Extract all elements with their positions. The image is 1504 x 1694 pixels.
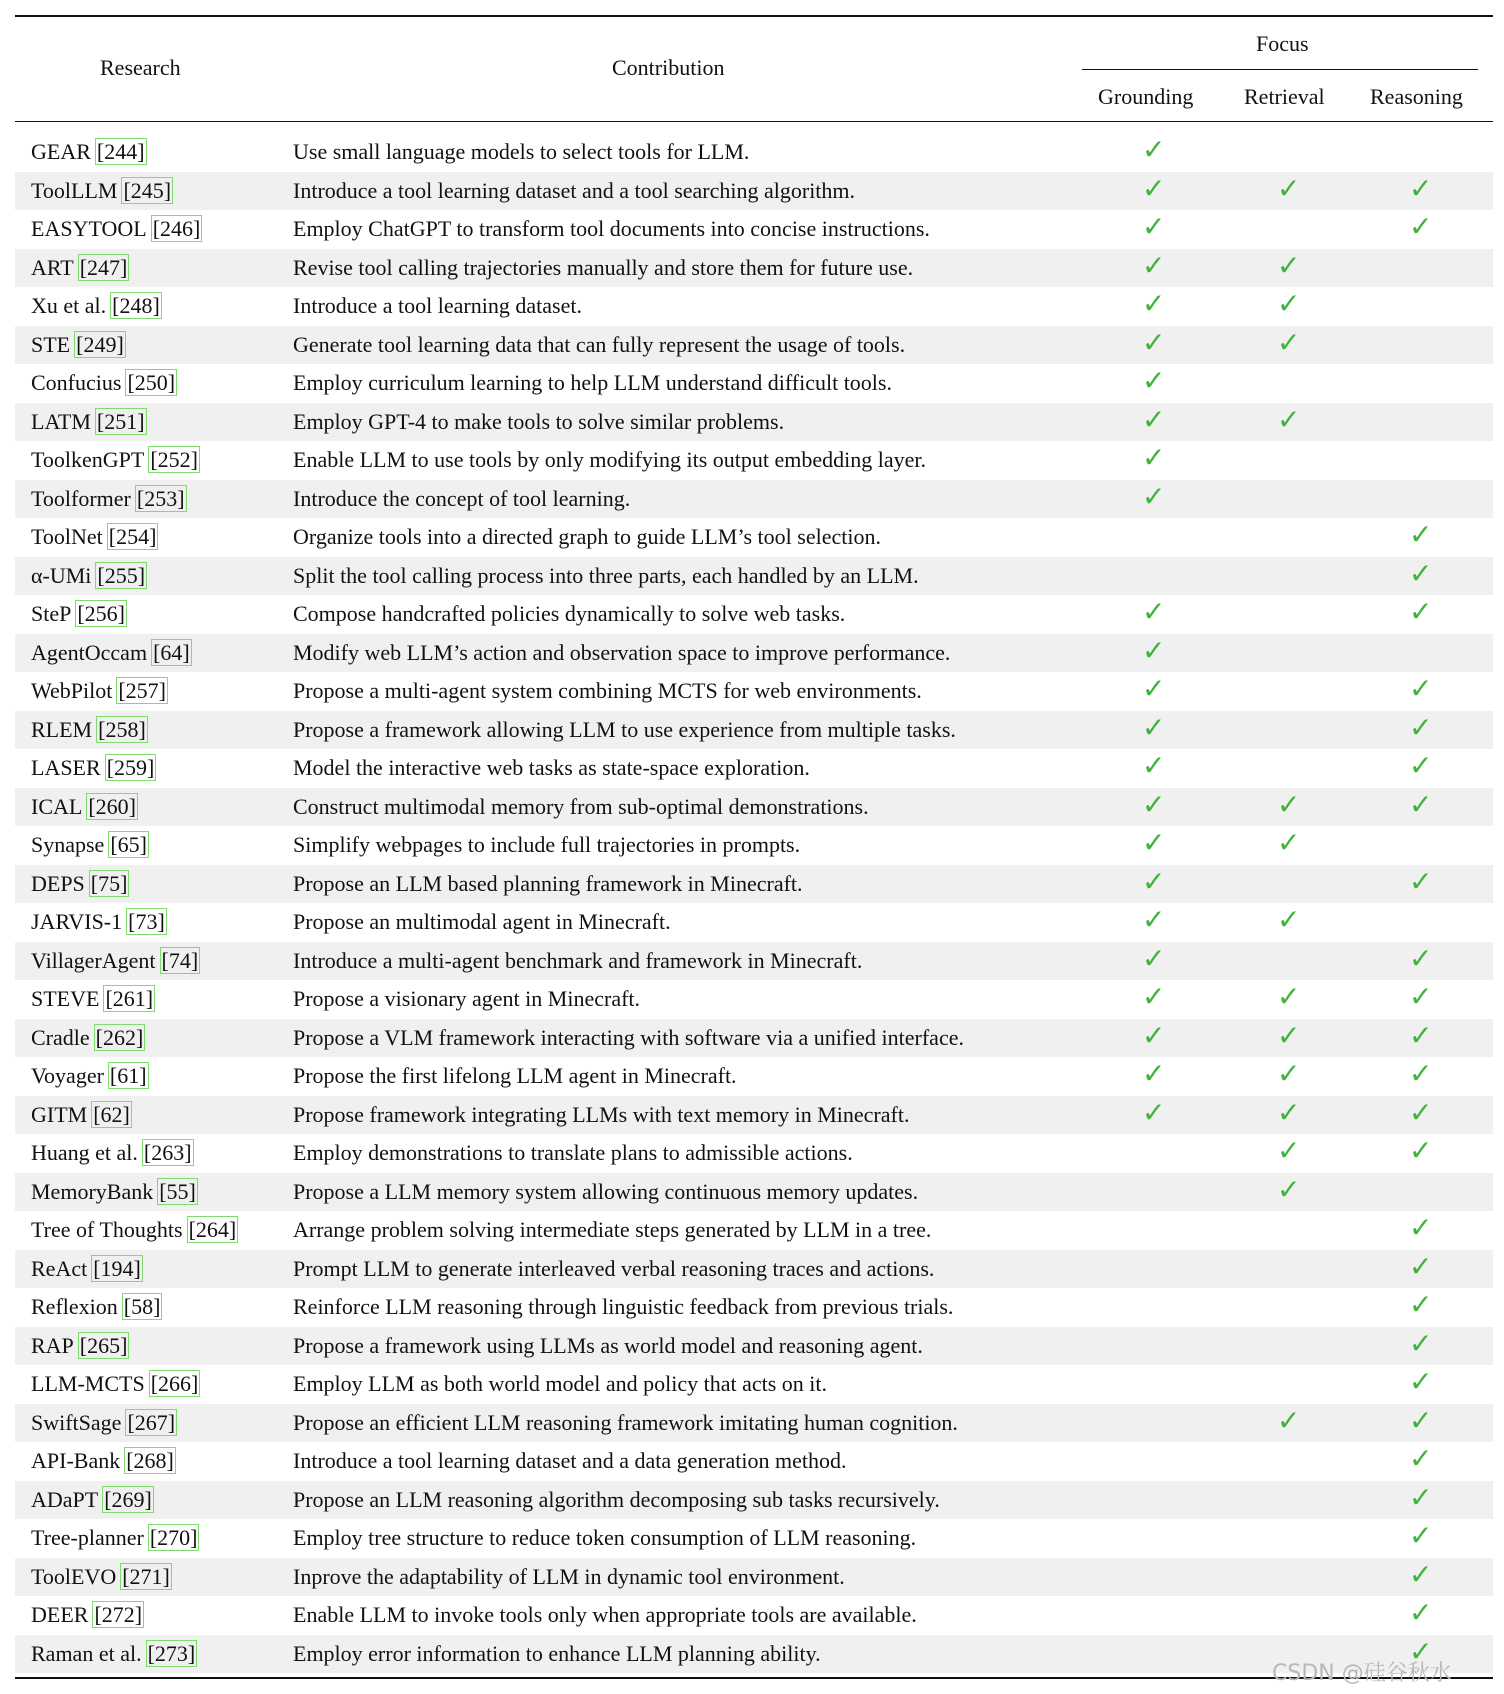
reasoning-check-icon: ✓ [1409, 864, 1433, 898]
retrieval-check-icon: ✓ [1277, 1172, 1301, 1206]
header-focus: Focus [1256, 31, 1309, 56]
research-name-text: Voyager [31, 1063, 104, 1088]
table-row [15, 595, 1493, 634]
research-name [31, 870, 129, 898]
header-reasoning: Reasoning [1370, 84, 1463, 109]
reasoning-check-icon: ✓ [1409, 1018, 1433, 1052]
table-row [15, 1519, 1493, 1558]
citation-link[interactable]: [55] [159, 1178, 196, 1204]
research-name-text: SteP [31, 601, 72, 626]
reasoning-check-icon: ✓ [1409, 210, 1433, 243]
retrieval-check-icon: ✓ [1277, 248, 1301, 282]
table-row [15, 1250, 1493, 1289]
citation-link[interactable]: [264] [188, 1217, 237, 1242]
table-row [15, 1404, 1493, 1443]
research-name [31, 369, 177, 397]
contribution-text: Prompt LLM to generate interleaved verbal reasoning traces and actions. [293, 1255, 935, 1281]
grounding-check-icon: ✓ [1142, 633, 1166, 667]
citation-link[interactable]: [75] [90, 870, 128, 896]
citation-link[interactable]: [248] [112, 293, 160, 318]
research-name-text: WebPilot [31, 678, 113, 703]
research-name [31, 254, 129, 282]
grounding-check-icon: ✓ [1142, 171, 1166, 205]
research-name-text: Synapse [31, 832, 105, 857]
research-name [31, 1024, 145, 1052]
retrieval-check-icon: ✓ [1277, 826, 1301, 859]
grounding-check-icon: ✓ [1142, 864, 1166, 898]
grounding-check-icon: ✓ [1142, 787, 1166, 821]
watermark: CSDN @硅谷秋水 [1272, 1661, 1452, 1686]
contribution-text: Revise tool calling trajectories manually and store them for future use. [293, 254, 914, 280]
contribution-text: Propose an LLM based planning framework in Minecraft. [293, 870, 803, 896]
citation-link[interactable]: [259] [106, 755, 155, 780]
contribution-text: Propose an multimodal agent in Minecraft. [293, 909, 671, 934]
table-row [15, 1481, 1493, 1520]
reasoning-check-icon: ✓ [1409, 518, 1433, 551]
contribution-text: Propose an efficient LLM reasoning framework imitating human cognition. [293, 1409, 958, 1435]
research-name [31, 331, 126, 359]
research-name-text: DEPS [31, 870, 85, 896]
retrieval-check-icon: ✓ [1277, 1057, 1301, 1090]
research-name-text: STE [31, 331, 71, 357]
header-research: Research [100, 55, 181, 80]
citation-link[interactable]: [194] [93, 1255, 141, 1281]
research-name [31, 562, 147, 590]
citation-link[interactable]: [269] [104, 1486, 152, 1512]
retrieval-check-icon: ✓ [1277, 171, 1301, 205]
retrieval-check-icon: ✓ [1277, 1018, 1301, 1052]
table-row [15, 133, 1493, 172]
research-name [31, 138, 147, 166]
table-row [15, 1096, 1493, 1135]
research-name-text: Confucius [31, 370, 122, 395]
grounding-check-icon: ✓ [1142, 287, 1166, 320]
citation-link[interactable]: [256] [77, 601, 126, 626]
research-name-text: GEAR [31, 139, 91, 164]
reasoning-check-icon: ✓ [1409, 941, 1433, 975]
reasoning-check-icon: ✓ [1409, 749, 1433, 782]
research-name [31, 985, 155, 1013]
research-name-text: ReAct [31, 1255, 88, 1281]
table-row [15, 480, 1493, 519]
citation-link[interactable]: [255] [97, 562, 146, 588]
research-name [31, 600, 127, 628]
research-name [31, 1409, 177, 1437]
contribution-text: Employ tree structure to reduce token consumption of LLM reasoning. [293, 1525, 917, 1550]
contribution-text: Introduce a tool learning dataset and a data generation method. [293, 1448, 847, 1473]
contribution-text: Employ demonstrations to translate plans to admissible actions. [293, 1140, 853, 1165]
research-name-text: SwiftSage [31, 1409, 122, 1435]
contribution-text: Enable LLM to invoke tools only when appropriate tools are available. [293, 1602, 917, 1627]
research-name [31, 523, 158, 551]
citation-link[interactable]: [244] [96, 139, 145, 164]
contribution-text: Propose a visionary agent in Minecraft. [293, 986, 641, 1011]
reasoning-check-icon: ✓ [1409, 1057, 1433, 1090]
research-name-text: Tree-planner [31, 1525, 144, 1550]
research-name-text: RAP [31, 1332, 74, 1358]
research-name [31, 1640, 197, 1668]
citation-link[interactable]: [64] [153, 639, 190, 665]
research-name-text: Huang et al. [31, 1140, 138, 1165]
retrieval-check-icon: ✓ [1277, 980, 1301, 1013]
grounding-check-icon: ✓ [1142, 325, 1166, 359]
research-name-text: Raman et al. [31, 1640, 142, 1666]
grounding-check-icon: ✓ [1142, 210, 1166, 243]
reasoning-check-icon: ✓ [1409, 595, 1433, 628]
header-contribution: Contribution [612, 55, 725, 80]
research-name-text: GITM [31, 1101, 88, 1127]
research-name [31, 1524, 199, 1552]
table-row [15, 403, 1493, 442]
grounding-check-icon: ✓ [1142, 1018, 1166, 1052]
citation-link[interactable]: [246] [152, 216, 201, 241]
citation-link[interactable]: [251] [96, 408, 145, 434]
grounding-check-icon: ✓ [1142, 248, 1166, 282]
contribution-text: Introduce a tool learning dataset. [293, 293, 582, 318]
research-name-text: ART [31, 254, 74, 280]
citation-link[interactable]: [257] [118, 678, 166, 703]
table-row [15, 441, 1493, 480]
research-name-text: ToolLLM [31, 177, 118, 203]
research-name-text: Tree of Thoughts [31, 1217, 183, 1242]
research-name [31, 793, 138, 821]
contribution-text: Employ curriculum learning to help LLM understand difficult tools. [293, 370, 892, 395]
table-row [15, 1134, 1493, 1173]
research-name [31, 754, 156, 782]
contribution-text: Construct multimodal memory from sub-optimal demonstrations. [293, 793, 869, 819]
research-name-text: LLM-MCTS [31, 1371, 145, 1396]
grounding-check-icon: ✓ [1142, 402, 1166, 436]
table-row [15, 788, 1493, 827]
grounding-check-icon: ✓ [1142, 595, 1166, 628]
reasoning-check-icon: ✓ [1409, 1211, 1433, 1244]
contribution-text: Propose the first lifelong LLM agent in Minecraft. [293, 1063, 737, 1088]
research-name [31, 831, 149, 859]
citation-link[interactable]: [58] [123, 1294, 161, 1319]
research-name-text: α-UMi [31, 562, 92, 588]
contribution-text: Introduce a multi-agent benchmark and framework in Minecraft. [293, 947, 863, 973]
research-name-text: Cradle [31, 1024, 90, 1050]
research-name-text: Xu et al. [31, 293, 107, 318]
contribution-text: Introduce the concept of tool learning. [293, 485, 631, 511]
research-name [31, 947, 200, 975]
research-name-text: ToolEVO [31, 1563, 117, 1589]
contribution-text: Employ error information to enhance LLM planning ability. [293, 1640, 821, 1666]
research-name [31, 1332, 129, 1360]
table-row [15, 980, 1493, 1019]
table-row [15, 634, 1493, 673]
table-row [15, 1327, 1493, 1366]
research-name [31, 1255, 143, 1283]
grounding-check-icon: ✓ [1142, 749, 1166, 782]
table-row [15, 518, 1493, 557]
contribution-text: Employ LLM as both world model and policy that acts on it. [293, 1371, 828, 1396]
retrieval-check-icon: ✓ [1277, 1403, 1301, 1437]
citation-link[interactable]: [249] [76, 331, 124, 357]
research-name-text: MemoryBank [31, 1178, 154, 1204]
reasoning-check-icon: ✓ [1409, 1365, 1433, 1398]
reasoning-check-icon: ✓ [1409, 1480, 1433, 1514]
reasoning-check-icon: ✓ [1409, 1634, 1433, 1668]
reasoning-check-icon: ✓ [1409, 1288, 1433, 1321]
reasoning-check-icon: ✓ [1409, 1326, 1433, 1360]
header-bottom-rule [15, 121, 1493, 122]
retrieval-check-icon: ✓ [1277, 1134, 1301, 1167]
research-name [31, 1178, 198, 1206]
table-body [15, 133, 1493, 1673]
contribution-text: Split the tool calling process into three parts, each handled by an LLM. [293, 562, 919, 588]
contribution-text: Compose handcrafted policies dynamically to solve web tasks. [293, 601, 846, 626]
citation-link[interactable]: [261] [105, 986, 154, 1011]
header-grounding: Grounding [1098, 84, 1194, 109]
retrieval-check-icon: ✓ [1277, 402, 1301, 436]
citation-link[interactable]: [271] [122, 1563, 170, 1589]
retrieval-check-icon: ✓ [1277, 787, 1301, 821]
contribution-text: Propose a VLM framework interacting with software via a unified interface. [293, 1024, 964, 1050]
contribution-text: Introduce a tool learning dataset and a tool searching algorithm. [293, 177, 856, 203]
contribution-text: Arrange problem solving intermediate steps generated by LLM in a tree. [293, 1217, 932, 1242]
grounding-check-icon: ✓ [1142, 826, 1166, 859]
table-row [15, 1442, 1493, 1481]
grounding-check-icon: ✓ [1142, 479, 1166, 513]
research-name [31, 1101, 132, 1129]
research-name [31, 677, 168, 705]
table-row [15, 903, 1493, 942]
reasoning-check-icon: ✓ [1409, 1596, 1433, 1629]
table-row [15, 1288, 1493, 1327]
retrieval-check-icon: ✓ [1277, 287, 1301, 320]
research-name [31, 716, 148, 744]
contribution-text: Reinforce LLM reasoning through linguistic feedback from previous trials. [293, 1294, 954, 1319]
research-name-text: VillagerAgent [31, 947, 156, 973]
research-name [31, 1293, 162, 1321]
reasoning-check-icon: ✓ [1409, 171, 1433, 205]
research-name-text: ADaPT [31, 1486, 99, 1512]
citation-link[interactable]: [262] [95, 1024, 144, 1050]
citation-link[interactable]: [253] [136, 485, 185, 511]
table-top-rule [15, 15, 1493, 17]
citation-link[interactable]: [254] [108, 524, 157, 549]
research-name [31, 292, 162, 320]
reasoning-check-icon: ✓ [1409, 672, 1433, 705]
contribution-text: Employ ChatGPT to transform tool documents into concise instructions. [293, 216, 930, 241]
citation-link[interactable]: [73] [128, 909, 165, 934]
research-name-text: ICAL [31, 793, 83, 819]
contribution-text: Inprove the adaptability of LLM in dynamic tool environment. [293, 1563, 845, 1589]
reasoning-check-icon: ✓ [1409, 1557, 1433, 1591]
table-row [15, 557, 1493, 596]
contribution-text: Model the interactive web tasks as state-space exploration. [293, 755, 810, 780]
research-name [31, 1447, 176, 1475]
citation-link[interactable]: [65] [110, 832, 147, 857]
grounding-check-icon: ✓ [1142, 364, 1166, 397]
research-name-text: ToolNet [31, 524, 103, 549]
research-name [31, 485, 187, 513]
contribution-text: Propose a framework allowing LLM to use experience from multiple tasks. [293, 716, 956, 742]
reasoning-check-icon: ✓ [1409, 556, 1433, 590]
grounding-check-icon: ✓ [1142, 672, 1166, 705]
research-name [31, 446, 200, 474]
research-name-text: EASYTOOL [31, 216, 147, 241]
research-name [31, 177, 173, 205]
research-name-text: Reflexion [31, 1294, 118, 1319]
citation-link[interactable]: [267] [127, 1409, 176, 1435]
reasoning-check-icon: ✓ [1409, 1519, 1433, 1552]
citation-link[interactable]: [270] [149, 1525, 198, 1550]
table-row [15, 210, 1493, 249]
contribution-text: Use small language models to select tools for LLM. [293, 139, 750, 164]
reasoning-check-icon: ✓ [1409, 1095, 1433, 1129]
reasoning-check-icon: ✓ [1409, 1442, 1433, 1475]
grounding-check-icon: ✓ [1142, 1095, 1166, 1129]
citation-link[interactable]: [260] [88, 793, 136, 819]
table-row [15, 672, 1493, 711]
research-name [31, 639, 192, 667]
citation-link[interactable]: [62] [93, 1101, 130, 1127]
reasoning-check-icon: ✓ [1409, 1249, 1433, 1283]
research-name-text: STEVE [31, 986, 100, 1011]
table-row [15, 1211, 1493, 1250]
research-name [31, 1486, 154, 1514]
table-row [15, 172, 1493, 211]
contribution-text: Generate tool learning data that can fully represent the usage of tools. [293, 331, 906, 357]
citation-link[interactable]: [272] [94, 1602, 143, 1627]
focus-group-rule [1082, 69, 1478, 70]
citation-link[interactable]: [250] [127, 370, 176, 395]
reasoning-check-icon: ✓ [1409, 1134, 1433, 1167]
research-name [31, 1139, 194, 1167]
contribution-text: Organize tools into a directed graph to guide LLM’s tool selection. [293, 524, 881, 549]
citation-link[interactable]: [245] [123, 177, 172, 203]
retrieval-check-icon: ✓ [1277, 1095, 1301, 1129]
table-row [15, 287, 1493, 326]
research-name [31, 1563, 172, 1591]
citation-link[interactable]: [273] [147, 1640, 196, 1666]
contribution-text: Employ GPT-4 to make tools to solve similar problems. [293, 408, 785, 434]
research-name-text: JARVIS-1 [31, 909, 123, 934]
grounding-check-icon: ✓ [1142, 941, 1166, 975]
contribution-text: Modify web LLM’s action and observation space to improve performance. [293, 639, 951, 665]
grounding-check-icon: ✓ [1142, 133, 1166, 166]
contribution-text: Propose a multi-agent system combining MCTS for web environments. [293, 678, 922, 703]
citation-link[interactable]: [74] [161, 947, 199, 973]
table-row [15, 1596, 1493, 1635]
contribution-text: Propose a framework using LLMs as world model and reasoning agent. [293, 1332, 923, 1358]
table-row [15, 249, 1493, 288]
research-name [31, 908, 167, 936]
research-name [31, 1216, 238, 1244]
grounding-check-icon: ✓ [1142, 1057, 1166, 1090]
retrieval-check-icon: ✓ [1277, 325, 1301, 359]
header-retrieval: Retrieval [1244, 84, 1325, 109]
reasoning-check-icon: ✓ [1409, 710, 1433, 744]
contribution-text: Propose a LLM memory system allowing continuous memory updates. [293, 1178, 919, 1204]
research-name [31, 408, 147, 436]
table-row [15, 1019, 1493, 1058]
table-row [15, 865, 1493, 904]
reasoning-check-icon: ✓ [1409, 787, 1433, 821]
research-name-text: API-Bank [31, 1448, 121, 1473]
table-row [15, 1365, 1493, 1404]
citation-link[interactable]: [61] [109, 1063, 147, 1088]
contribution-text: Enable LLM to use tools by only modifying its output embedding layer. [293, 447, 927, 472]
table-row [15, 826, 1493, 865]
grounding-check-icon: ✓ [1142, 710, 1166, 744]
retrieval-check-icon: ✓ [1277, 903, 1301, 936]
contribution-text: Propose an LLM reasoning algorithm decomposing sub tasks recursively. [293, 1486, 940, 1512]
reasoning-check-icon: ✓ [1409, 980, 1433, 1013]
citation-link[interactable]: [268] [126, 1448, 174, 1473]
research-name [31, 215, 202, 243]
research-name-text: RLEM [31, 716, 93, 742]
citation-link[interactable]: [263] [143, 1140, 192, 1165]
citation-link[interactable]: [247] [79, 254, 128, 280]
grounding-check-icon: ✓ [1142, 441, 1166, 474]
research-name-text: LATM [31, 408, 91, 434]
research-name-text: LASER [31, 755, 101, 780]
research-name-text: AgentOccam [31, 639, 148, 665]
table-row [15, 749, 1493, 788]
table-row [15, 1558, 1493, 1597]
grounding-check-icon: ✓ [1142, 980, 1166, 1013]
citation-link[interactable]: [266] [150, 1371, 199, 1396]
table-row [15, 711, 1493, 750]
research-name [31, 1601, 144, 1629]
table-row [15, 942, 1493, 981]
citation-link[interactable]: [252] [150, 447, 198, 472]
research-name-text: ToolkenGPT [31, 447, 145, 472]
citation-link[interactable]: [265] [79, 1332, 128, 1358]
contribution-text: Simplify webpages to include full trajectories in prompts. [293, 832, 801, 857]
research-name-text: DEER [31, 1602, 89, 1627]
reasoning-check-icon: ✓ [1409, 1403, 1433, 1437]
citation-link[interactable]: [258] [98, 716, 146, 742]
table-row [15, 1173, 1493, 1212]
contribution-text: Propose framework integrating LLMs with text memory in Minecraft. [293, 1101, 910, 1127]
grounding-check-icon: ✓ [1142, 903, 1166, 936]
table-row [15, 364, 1493, 403]
table-row [15, 1057, 1493, 1096]
table-row [15, 326, 1493, 365]
research-name [31, 1370, 200, 1398]
research-name [31, 1062, 149, 1090]
research-name-text: Toolformer [31, 485, 131, 511]
